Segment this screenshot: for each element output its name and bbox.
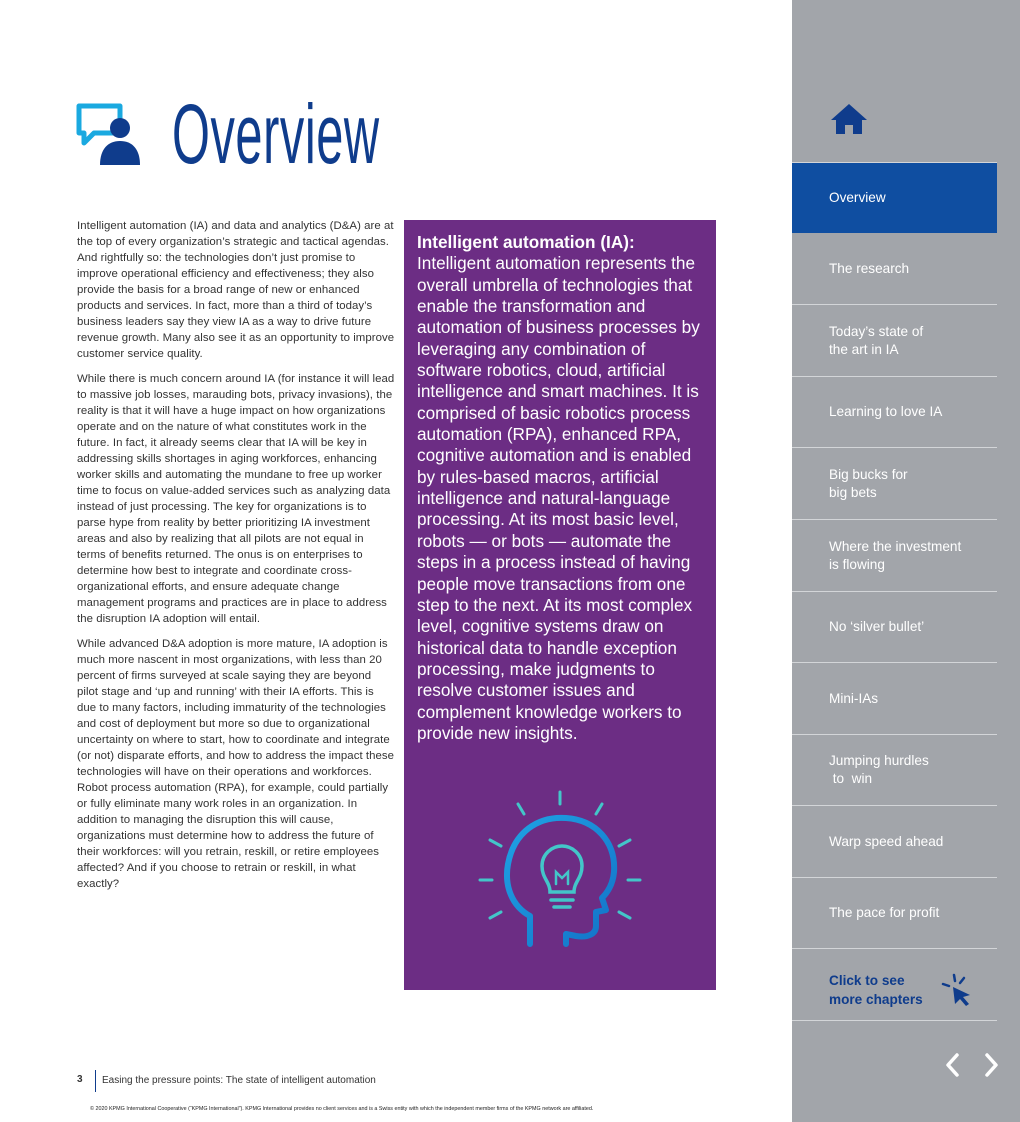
nav-item-label: Today’s state of the art in IA: [829, 323, 924, 357]
page-title: Overview: [172, 87, 380, 181]
home-icon[interactable]: [829, 102, 869, 136]
body-text: [77, 218, 395, 901]
nav-item-big-bucks[interactable]: [792, 448, 997, 519]
nav-item-silver-bullet[interactable]: [792, 592, 997, 662]
nav-divider: [792, 948, 997, 949]
more-chapters-link[interactable]: Click to see more chapters: [829, 973, 923, 1007]
callout-box: [404, 220, 716, 990]
nav-item-label: Overview: [829, 190, 886, 205]
nav-item-label: Where the investment is flowing: [829, 538, 962, 572]
body-paragraph-3: While advanced D&A adoption is more mature, IA adoption is much more nascent in most organizations, with less than 20 percent of firms surveyed at scale saying they are beyond pilot stage and ‘up and running’ with their IA efforts. This is due to many factors, including immaturity of the technologies and cost of deployment but more so due to organizational uncertainty on where to start, how to coordinate and integrate (or not) disparate efforts, and how to address the impact these technologies will have on their operations and workforces. Robot process automation (RPA), for example, could partially or fully eliminate many work roles in an organization. In addition to managing the disruption this will cause, organizations must determine how to address the future of their workforces: will you retrain, reskill, or retire employees affected? And if you choose to retrain or reskill, in what exactly?: [77, 638, 394, 890]
nav-item-label: Warp speed ahead: [829, 833, 944, 849]
footer-divider: [95, 1070, 96, 1092]
callout-body: Intelligent automation represents the overall umbrella of technologies that enable the transformation and automation of business processes by leveraging any combination of software robotics, cloud, artificial intelligence and smart machines. It is comprised of basic robotics process automation (RPA), enhanced RPA, cognitive automation and is enabled by rules-based macros, artificial intelligence and natural-language processing. At its most basic level, robots — or bots — automate the steps in a process instead of having people move transactions from one step to the next. At its most complex level, cognitive systems draw on historical data to handle exception processing, make judgments to resolve customer issues and complement knowledge workers to provide new insights.: [417, 253, 700, 743]
chat-person-icon: [76, 103, 148, 167]
nav-item-label: No ‘silver bullet’: [829, 619, 925, 634]
callout-text-block: [417, 232, 709, 744]
nav-divider: [792, 1020, 997, 1021]
page-number: 3: [77, 1074, 83, 1085]
chevron-left-icon[interactable]: [940, 1051, 966, 1079]
body-paragraph-1: Intelligent automation (IA) and data and analytics (D&A) are at the top of every organization’s strategic and tactical agendas. And rightfully so: the technologies don’t just promise to improve operational efficiency and effectiveness; they also provide the basis for a broad range of new or enhanced products and services. In fact, more than a third of today’s business leaders say they view IA as a way to drive future revenue growth. Many also see it as an opportunity to improve customer service quality.: [77, 220, 395, 360]
nav-item-label: The pace for profit: [829, 905, 940, 920]
nav-item-label: Mini-IAs: [829, 690, 879, 706]
chapter-nav: [792, 0, 1020, 1122]
body-paragraph-2: While there is much concern around IA (for instance it will lead to massive job losses, marauding bots, privacy invasions), the reality is that it will have a huge impact on how organizations operate and on the nature of what constitutes work in the future. In fact, it already seems clear that IA will be key in addressing skills shortages in aging workforces, enhancing worker skills and automating the mundane to free up worker time to focus on value-added services such as analyzing data instead of just processing. The key for organizations is to parse hype from reality by better prioritizing IA investment areas and also by realizing that all pilots are not equal in terms of benefits returned. The onus is on enterprises to determine how best to integrate and coordinate cross-organizational efforts, and ensure adequate change management programs and practices are in place to address the disruption IA adoption will entail.: [77, 373, 395, 625]
nav-item-investment-flowing[interactable]: [792, 520, 997, 591]
click-cursor-icon[interactable]: [940, 973, 974, 1007]
nav-item-mini-ias[interactable]: [792, 663, 997, 734]
callout-heading: Intelligent automation (IA):: [417, 232, 635, 252]
nav-item-learning-to-love-ia[interactable]: [792, 377, 997, 447]
nav-item-label: The research: [829, 261, 910, 276]
chevron-right-icon[interactable]: [978, 1051, 1004, 1079]
nav-item-label: Jumping hurdles to win: [829, 753, 929, 786]
nav-item-overview[interactable]: [792, 163, 997, 233]
nav-item-label: Big bucks for big bets: [829, 466, 908, 500]
copyright-notice: © 2020 KPMG International Cooperative (“KPMG International”). KPMG International provides no client services and is a Swiss entity with which the independent member firms of the KPMG network are affiliated.: [90, 1106, 594, 1112]
footer-doc-title: Easing the pressure points: The state of intelligent automation: [102, 1075, 376, 1086]
nav-item-label: Learning to love IA: [829, 404, 943, 419]
nav-item-state-of-the-art[interactable]: [792, 305, 997, 376]
head-lightbulb-icon: [472, 788, 648, 948]
nav-item-jumping-hurdles[interactable]: [792, 735, 997, 805]
nav-item-pace-for-profit[interactable]: [792, 878, 997, 948]
nav-item-the-research[interactable]: [792, 234, 997, 304]
nav-item-warp-speed[interactable]: [792, 806, 997, 877]
